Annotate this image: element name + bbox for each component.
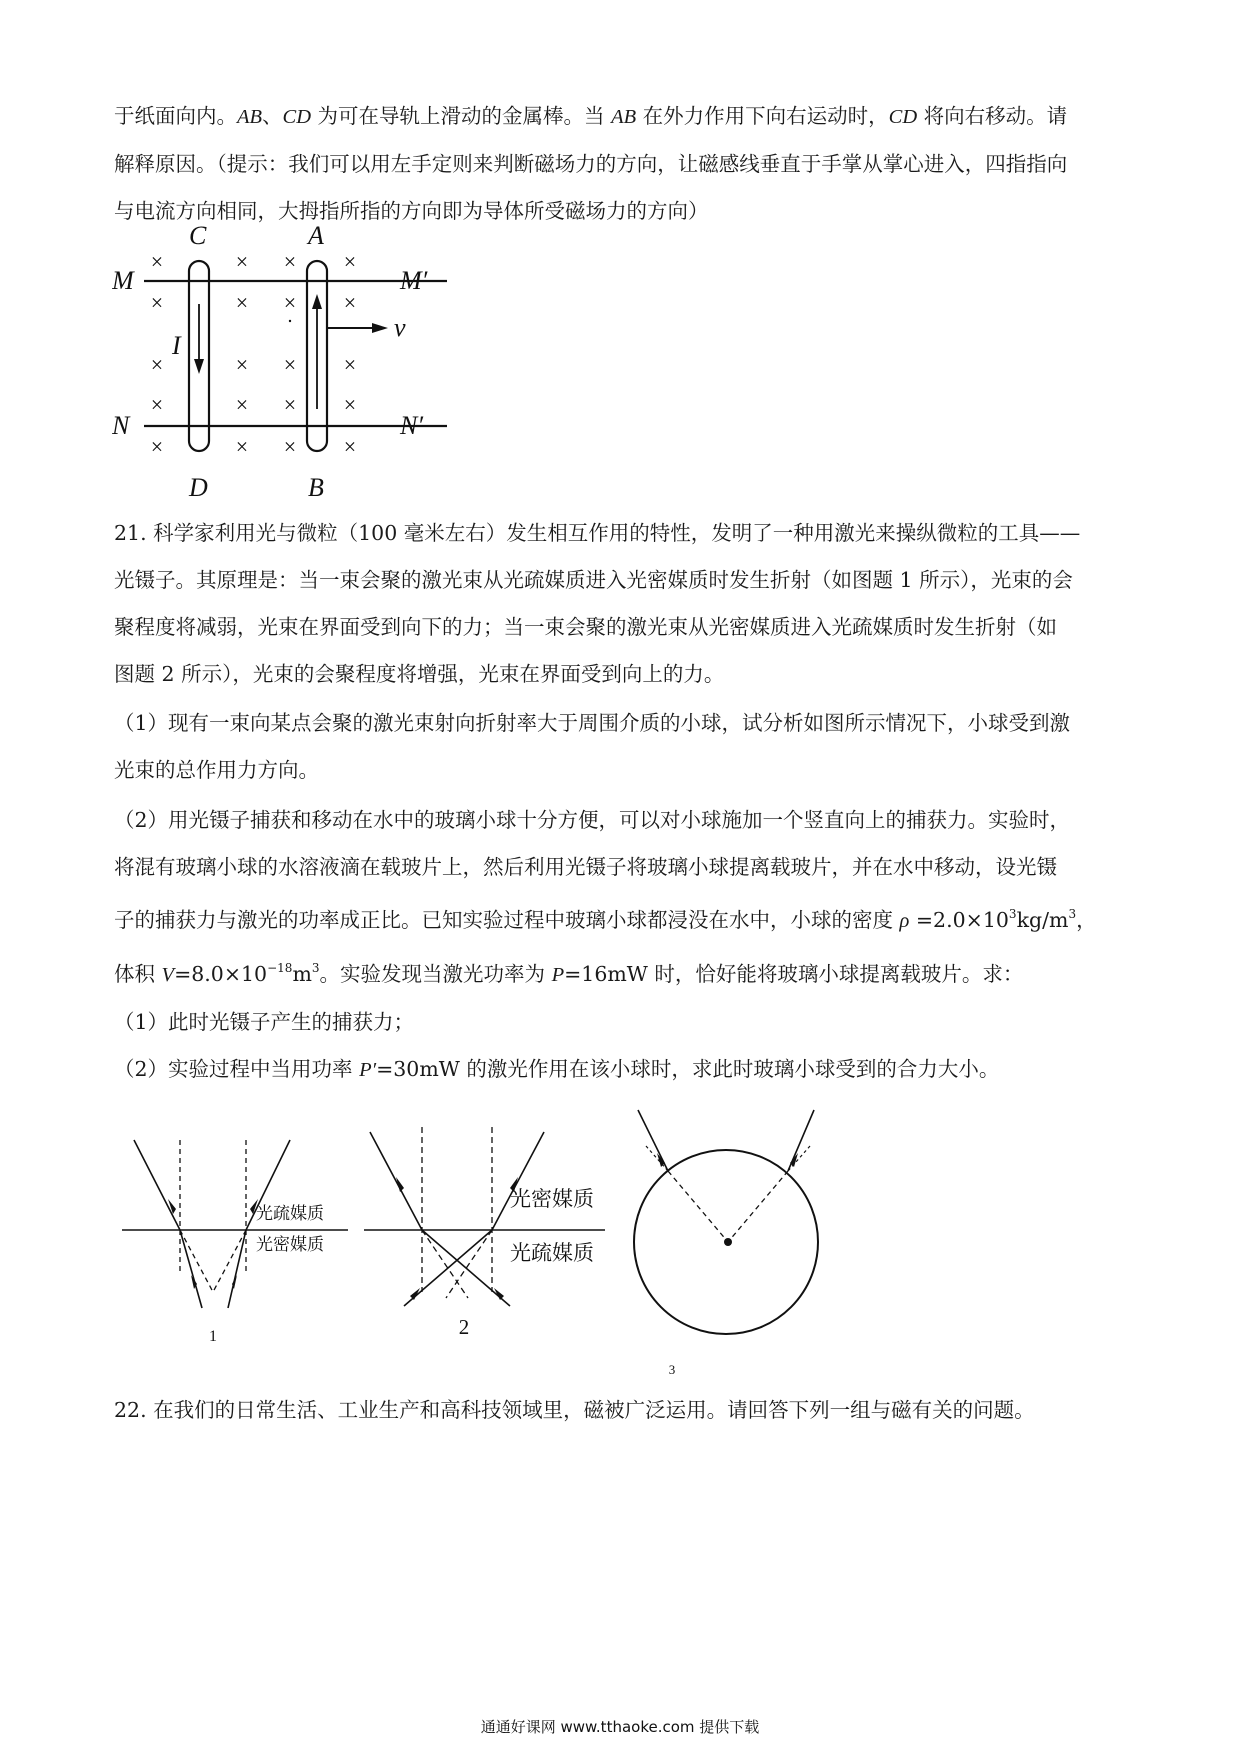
q21-line-3: 聚程度将减弱，光束在界面受到向下的力；当一束会聚的激光束从光密媒质进入光疏媒质时发生折射（如 bbox=[114, 615, 1057, 639]
velocity-arrowhead bbox=[372, 323, 388, 333]
cross: × bbox=[150, 249, 164, 274]
label-n: N bbox=[112, 411, 130, 440]
cross: × bbox=[343, 249, 357, 274]
label-v: v bbox=[394, 313, 406, 342]
cross: × bbox=[283, 249, 297, 274]
medium-label-top: 光密媒质 bbox=[510, 1187, 594, 1211]
cross: × bbox=[150, 352, 164, 377]
rail-diagram bbox=[112, 222, 482, 506]
figure-caption: 3 bbox=[668, 1362, 676, 1377]
label-c: C bbox=[189, 222, 207, 250]
q21-text bbox=[114, 510, 1134, 698]
refracted-ray-left bbox=[180, 1230, 202, 1308]
cross: × bbox=[283, 352, 297, 377]
refracted-ray-right bbox=[228, 1230, 246, 1308]
cross: × bbox=[283, 290, 297, 315]
medium-label-bottom: 光疏媒质 bbox=[510, 1241, 594, 1265]
dashed-path-left bbox=[668, 1171, 728, 1242]
q20-continuation bbox=[114, 93, 1134, 235]
q20-line-2: 解释原因。（提示：我们可以用左手定则来判断磁场力的方向，让磁感线垂直于手掌从掌心进入，四指指向 bbox=[114, 152, 1068, 176]
dashed-extension bbox=[180, 1230, 213, 1292]
cross: × bbox=[150, 434, 164, 459]
q21-line-1: 21. 科学家利用光与微粒（100 毫米左右）发生相互作用的特性，发明了一种用激光来操纵微粒的工具—— bbox=[114, 521, 1081, 545]
q21-part-2-line-3: 子的捕获力与激光的功率成正比。已知实验过程中玻璃小球都浸没在水中，小球的密度 $\rho =2.0\times 10^3kg/m^3$， bbox=[114, 907, 1097, 932]
cross: × bbox=[235, 249, 249, 274]
current-arrowhead-ab bbox=[312, 294, 322, 309]
q21-line-2: 光镊子。其原理是：当一束会聚的激光束从光疏媒质进入光密媒质时发生折射（如图题 1 所示），光束的会 bbox=[114, 568, 1073, 592]
label-d: D bbox=[189, 473, 208, 502]
figure-caption: 1 bbox=[209, 1328, 217, 1345]
cross: × bbox=[150, 392, 164, 417]
label-n-prime: N′ bbox=[400, 411, 424, 440]
cross: × bbox=[343, 352, 357, 377]
arrowhead bbox=[168, 1199, 176, 1214]
q21-line-4: 图题 2 所示），光束的会聚程度将增强，光束在界面受到向上的力。 bbox=[114, 662, 725, 686]
figure-caption: 2 bbox=[458, 1315, 470, 1339]
cross: × bbox=[150, 290, 164, 315]
cross: × bbox=[235, 290, 249, 315]
q21-part-2 bbox=[114, 797, 1134, 1094]
q21-part-1-line-1: （1）现有一束向某点会聚的激光束射向折射率大于周围介质的小球，试分析如图所示情况下，小球受到激 bbox=[114, 711, 1071, 735]
q22-text bbox=[114, 1387, 1134, 1434]
cross: × bbox=[343, 434, 357, 459]
label-m-prime: M′ bbox=[400, 266, 428, 295]
cross: × bbox=[235, 392, 249, 417]
dashed-path-right bbox=[728, 1171, 788, 1242]
figure-2 bbox=[360, 1122, 620, 1352]
cross: × bbox=[343, 392, 357, 417]
dashed-extension bbox=[213, 1230, 246, 1292]
figure-1 bbox=[118, 1135, 358, 1350]
incident-ray-left bbox=[134, 1140, 180, 1230]
label-a: A bbox=[308, 222, 324, 250]
label-i: I bbox=[172, 331, 181, 360]
cross: × bbox=[343, 290, 357, 315]
incident-ray-left bbox=[370, 1132, 422, 1230]
label-m: M bbox=[112, 266, 134, 295]
incident-ray-right bbox=[492, 1132, 544, 1230]
q22-line-1: 22. 在我们的日常生活、工业生产和高科技领域里，磁被广泛运用。请回答下列一组与磁有关的问题。 bbox=[114, 1398, 1035, 1422]
medium-label-top: 光疏媒质 bbox=[256, 1204, 324, 1223]
q21-part-2-line-4: 体积 $V=8.0\times 10^{-18}m^3$。实验发现当激光功率为 P=16mW 时，恰好能将玻璃小球提离载玻片。求： bbox=[114, 961, 1024, 986]
refracted-ray-right bbox=[404, 1230, 492, 1306]
q21-part-2-line-2: 将混有玻璃小球的水溶液滴在载玻片上，然后利用光镊子将玻璃小球提离载玻片，并在水中移动，设光镊 bbox=[114, 855, 1057, 879]
refracted-ray-left bbox=[422, 1230, 510, 1306]
figure-3 bbox=[620, 1108, 840, 1378]
cross: × bbox=[283, 392, 297, 417]
cross: × bbox=[235, 434, 249, 459]
footer-watermark: 通通好课网 www.tthaoke.com 提供下载 bbox=[480, 1718, 760, 1736]
cross: × bbox=[235, 352, 249, 377]
dashed-stub-right bbox=[788, 1146, 810, 1171]
current-arrowhead-cd bbox=[194, 359, 204, 374]
q21-part-2-line-1: （2）用光镊子捕获和移动在水中的玻璃小球十分方便，可以对小球施加一个竖直向上的捕获力。实验时， bbox=[114, 808, 1071, 832]
q21-part-1 bbox=[114, 700, 1134, 794]
cross: × bbox=[283, 434, 297, 459]
label-b: B bbox=[308, 473, 324, 502]
q20-line-1: 于纸面向内。AB、CD 为可在导轨上滑动的金属棒。当 AB 在外力作用下向右运动时，CD 将向右移动。请 bbox=[114, 104, 1068, 128]
q21-sub-2: （2）实验过程中当用功率 P′=30mW 的激光作用在该小球时，求此时玻璃小球受到的合力大小。 bbox=[114, 1057, 1000, 1081]
q21-part-1-line-2: 光束的总作用力方向。 bbox=[114, 758, 319, 782]
q20-line-3: 与电流方向相同，大拇指所指的方向即为导体所受磁场力的方向） bbox=[114, 199, 709, 223]
medium-label-bottom: 光密媒质 bbox=[256, 1235, 324, 1254]
small-dot bbox=[289, 320, 291, 322]
q21-sub-1: （1）此时光镊子产生的捕获力； bbox=[114, 1010, 415, 1034]
